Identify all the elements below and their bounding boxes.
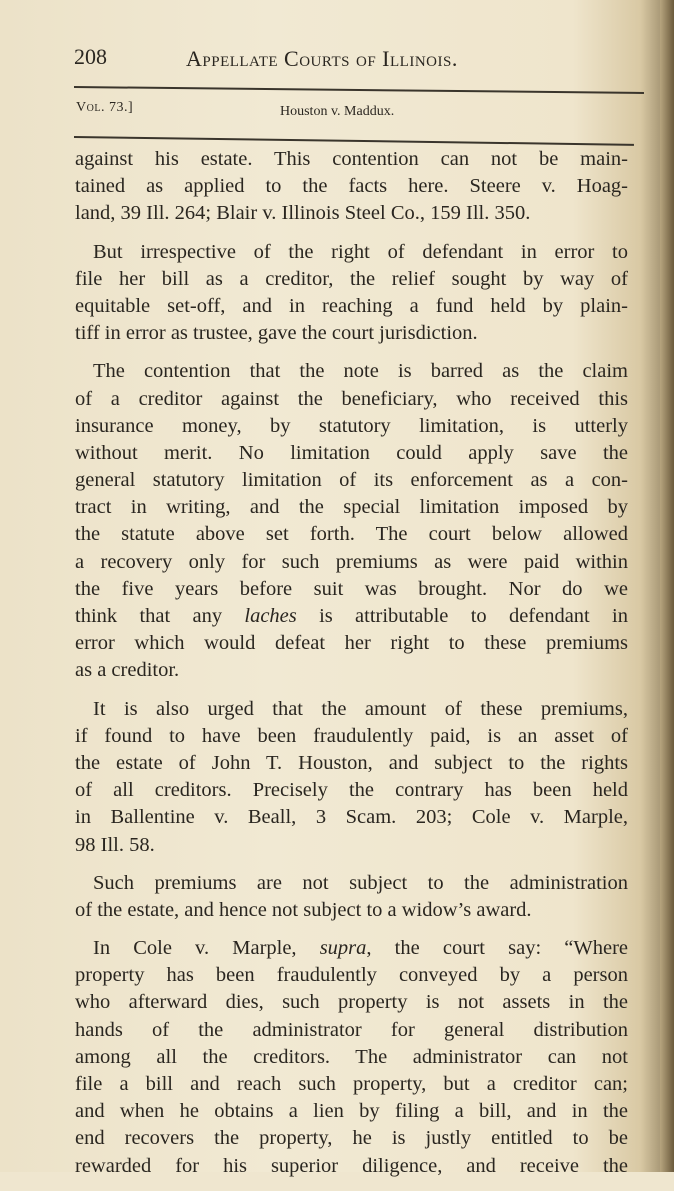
text-line — [75, 696, 628, 723]
text-line — [75, 146, 628, 173]
text-line — [75, 989, 628, 1016]
text-line — [75, 549, 628, 576]
text-line — [75, 386, 628, 413]
text-line — [75, 173, 628, 200]
line-text: But irrespective of the right of defendant in error to — [93, 240, 628, 263]
text-line — [75, 750, 628, 777]
italic-text: laches — [244, 605, 297, 627]
text-line — [75, 413, 628, 440]
line-text: tract in writing, and the special limitation imposed by — [75, 496, 628, 519]
line-text: general statutory limitation of its enforcement as a con- — [75, 469, 628, 492]
line-text: of the estate, and hence not subject to a widow’s award. — [75, 898, 532, 921]
text-line — [75, 630, 628, 657]
text-line — [75, 494, 628, 521]
line-text: equitable set-off, and in reaching a fund held by plain- — [75, 294, 628, 317]
line-text: It is also urged that the amount of these premiums, — [93, 697, 628, 720]
line-text: end recovers the property, he is justly entitled to be — [75, 1127, 628, 1150]
text-line — [75, 467, 628, 494]
page-number: 208 — [74, 44, 107, 69]
text-line — [75, 1098, 628, 1125]
line-text: , the court say: “Where — [366, 937, 628, 960]
line-text: file a bill and reach such property, but a creditor can; — [75, 1073, 628, 1095]
text-line — [75, 657, 628, 684]
line-text: the statute above set forth. The court below allowed — [75, 523, 628, 546]
text-line — [75, 1071, 628, 1098]
paragraph — [75, 146, 628, 228]
line-text: error which would defeat her right to these premiums — [75, 632, 628, 655]
line-text: In Cole v. Marple, — [93, 937, 320, 960]
line-text: against his estate. This contention can not be main- — [75, 148, 628, 170]
case-title: Houston v. Maddux. — [280, 104, 395, 119]
text-line — [75, 521, 628, 548]
line-text: a recovery only for such premiums as were paid within — [75, 550, 628, 573]
line-text: the five years before suit was brought. Nor do we — [75, 577, 628, 600]
line-text: property has been fraudulently conveyed by a person — [75, 964, 628, 987]
line-text: without merit. No limitation could apply save the — [75, 441, 628, 464]
text-line — [75, 1125, 628, 1152]
text-line — [75, 239, 628, 266]
paragraph — [75, 358, 628, 684]
text-line — [75, 266, 628, 293]
text-line — [75, 603, 628, 630]
paragraph — [75, 239, 628, 348]
paragraph — [75, 870, 628, 924]
line-text: rewarded for his superior diligence, and receive the — [75, 1154, 628, 1177]
text-line — [75, 1153, 628, 1180]
line-text: hands of the administrator for general distribution — [75, 1018, 628, 1041]
line-text: land, 39 Ill. 264; Blair v. Illinois Steel Co., 159 Ill. 350. — [75, 202, 531, 225]
line-text: insurance money, by statutory limitation, is utterly — [75, 414, 628, 437]
line-text: in Ballentine v. Beall, 3 Scam. 203; Cole v. Marple, — [75, 806, 628, 829]
line-text: think that any — [75, 605, 245, 627]
line-text: of all creditors. Precisely the contrary has been held — [75, 779, 628, 802]
line-text: the estate of John T. Houston, and subject to the rights — [75, 751, 628, 774]
line-text: is attributable to defendant in — [296, 605, 629, 627]
text-line — [75, 935, 628, 962]
italic-text: supra — [319, 937, 367, 960]
header-rule-bottom — [74, 136, 634, 145]
line-text: and when he obtains a lien by filing a bill, and in the — [75, 1100, 628, 1123]
body-text — [75, 146, 628, 1191]
text-line — [75, 320, 628, 347]
text-line — [75, 200, 628, 227]
page-edge-shadow — [660, 0, 674, 1172]
line-text: of a creditor against the beneficiary, who received this — [75, 387, 628, 410]
text-line — [75, 870, 628, 897]
text-line — [75, 1017, 628, 1044]
running-title: Appellate Courts of Illinois. — [186, 46, 458, 71]
line-text: tained as applied to the facts here. Steere v. Hoag- — [75, 175, 628, 198]
text-line — [75, 962, 628, 989]
text-line — [75, 1044, 628, 1071]
line-text: file her bill as a creditor, the relief sought by way of — [75, 267, 628, 290]
line-text: as a creditor. — [75, 659, 180, 682]
line-text: Such premiums are not subject to the administration — [93, 871, 628, 894]
line-text: if found to have been fraudulently paid, is an asset of — [75, 724, 628, 747]
line-text: among all the creditors. The administrator can not — [75, 1045, 628, 1068]
text-line — [75, 897, 628, 924]
header-rule-top — [74, 86, 644, 93]
line-text: The contention that the note is barred as the claim — [93, 360, 628, 383]
text-line — [75, 723, 628, 750]
line-text: 98 Ill. 58. — [75, 833, 155, 856]
text-line — [75, 440, 628, 467]
text-line — [75, 832, 628, 859]
text-line — [75, 804, 628, 831]
line-text: who afterward dies, such property is not assets in the — [75, 991, 628, 1014]
line-text: tiff in error as trustee, gave the court jurisdiction. — [75, 322, 478, 345]
text-line — [75, 293, 628, 320]
paragraph — [75, 696, 628, 859]
text-line — [75, 576, 628, 603]
paragraph — [75, 935, 628, 1180]
volume-label: Vol. 73.] — [76, 100, 134, 115]
text-line — [75, 358, 628, 385]
text-line — [75, 777, 628, 804]
